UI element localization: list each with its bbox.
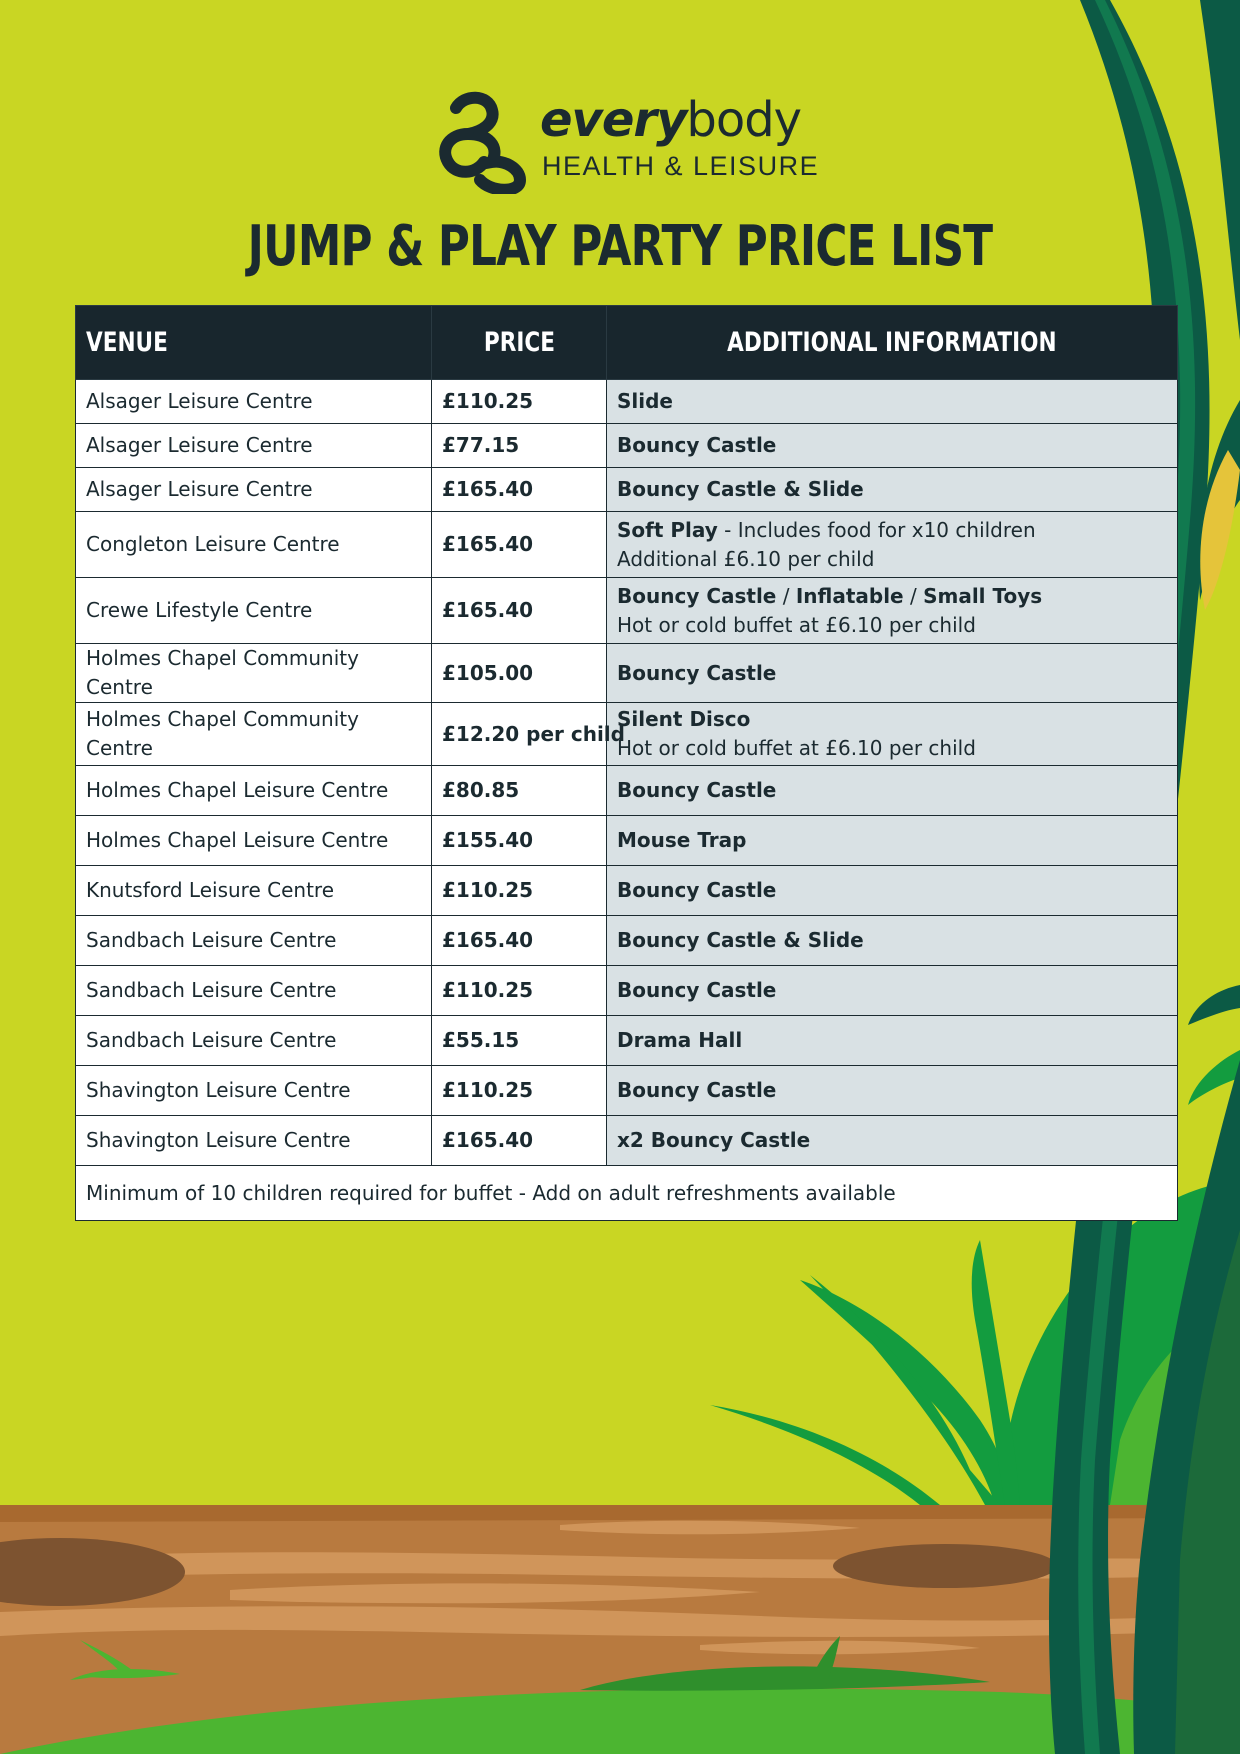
info-highlight: Soft Play: [617, 517, 718, 542]
additional-info-cell: [607, 816, 1178, 866]
additional-info-cell: [607, 703, 1178, 766]
additional-info-cell: [607, 512, 1178, 578]
price-cell: £12.20 per child: [432, 703, 607, 766]
logo-wordmark: [540, 90, 801, 150]
table-header-row: [76, 306, 1178, 380]
additional-info-cell: [607, 1066, 1178, 1116]
info-line: [617, 516, 1167, 545]
venue-cell: Sandbach Leisure Centre: [76, 916, 432, 966]
additional-info-cell: [607, 1016, 1178, 1066]
price-cell: £110.25: [432, 380, 607, 424]
info-highlight: Bouncy Castle: [617, 878, 777, 902]
table-row: [76, 916, 1178, 966]
info-text: Hot or cold buffet at £6.10 per child: [617, 736, 976, 760]
info-line: [617, 876, 1167, 905]
info-line: [617, 1076, 1167, 1105]
info-line: [617, 582, 1167, 611]
info-line: [617, 926, 1167, 955]
info-highlight: Bouncy Castle: [617, 978, 777, 1002]
price-cell: £165.40: [432, 468, 607, 512]
logo-word-light: body: [686, 92, 802, 148]
venue-cell: Holmes Chapel Community Centre: [76, 644, 432, 703]
additional-info-cell: [607, 866, 1178, 916]
everybody-logo-mark-icon: [436, 90, 536, 194]
info-highlight: Bouncy Castle: [617, 660, 777, 685]
info-line: [617, 776, 1167, 805]
table-row: [76, 1116, 1178, 1166]
info-text: Hot or cold buffet at £6.10 per child: [617, 612, 976, 637]
table-row: [76, 512, 1178, 578]
table-row: [76, 966, 1178, 1016]
venue-cell: Holmes Chapel Community Centre: [76, 703, 432, 766]
header-price: [432, 306, 607, 380]
logo-word-bold: every: [540, 92, 687, 148]
info-highlight: Bouncy Castle: [617, 1078, 777, 1102]
info-highlight: Mouse Trap: [617, 828, 747, 852]
table-row: [76, 1016, 1178, 1066]
info-highlight: Inflatable: [795, 583, 904, 608]
additional-info-cell: [607, 380, 1178, 424]
table-row: [76, 766, 1178, 816]
additional-info-cell: [607, 916, 1178, 966]
info-line: [617, 705, 1167, 734]
info-line: [617, 545, 1167, 574]
venue-cell: Knutsford Leisure Centre: [76, 866, 432, 916]
price-cell: £165.40: [432, 916, 607, 966]
price-cell: £110.25: [432, 966, 607, 1016]
buffet-footnote: Minimum of 10 children required for buffet - Add on adult refreshments available: [76, 1166, 1178, 1221]
info-line: [617, 1126, 1167, 1155]
venue-cell: Congleton Leisure Centre: [76, 512, 432, 578]
page-title: JUMP & PLAY PARTY PRICE LIST: [247, 214, 993, 279]
price-cell: £55.15: [432, 1016, 607, 1066]
header-additional-information: [607, 306, 1178, 380]
header-price-label: PRICE: [483, 327, 555, 358]
price-cell: £105.00: [432, 644, 607, 703]
price-cell: £110.25: [432, 866, 607, 916]
info-highlight: Silent Disco: [617, 707, 751, 731]
info-highlight: Slide: [617, 389, 673, 413]
info-highlight: Bouncy Castle & Slide: [617, 477, 864, 501]
info-line: [617, 387, 1167, 416]
info-line: [617, 1026, 1167, 1055]
info-line: [617, 826, 1167, 855]
table-row: [76, 866, 1178, 916]
info-line: [617, 611, 1167, 640]
table-row: [76, 424, 1178, 468]
venue-cell: Crewe Lifestyle Centre: [76, 578, 432, 644]
info-line: [617, 734, 1167, 763]
price-table-body: [76, 380, 1178, 1166]
price-cell: £110.25: [432, 1066, 607, 1116]
additional-info-cell: [607, 966, 1178, 1016]
venue-cell: Alsager Leisure Centre: [76, 468, 432, 512]
additional-info-cell: [607, 766, 1178, 816]
additional-info-cell: [607, 1116, 1178, 1166]
venue-cell: Shavington Leisure Centre: [76, 1066, 432, 1116]
price-cell: £165.40: [432, 512, 607, 578]
header-venue-label: VENUE: [86, 327, 168, 358]
info-text: /: [776, 583, 796, 608]
venue-cell: Sandbach Leisure Centre: [76, 966, 432, 1016]
info-highlight: Bouncy Castle: [617, 583, 777, 608]
table-row: [76, 578, 1178, 644]
additional-info-cell: [607, 578, 1178, 644]
footnote-row: [76, 1166, 1178, 1221]
info-text: /: [903, 583, 924, 608]
additional-info-cell: [607, 468, 1178, 512]
info-text: - Includes food for x10 children: [717, 517, 1036, 542]
additional-info-cell: [607, 424, 1178, 468]
info-highlight: Bouncy Castle: [617, 778, 777, 802]
info-highlight: Bouncy Castle & Slide: [617, 928, 864, 952]
header-info-label: ADDITIONAL INFORMATION: [727, 327, 1057, 358]
venue-cell: Shavington Leisure Centre: [76, 1116, 432, 1166]
price-cell: £165.40: [432, 578, 607, 644]
table-row: [76, 1066, 1178, 1116]
info-line: [617, 659, 1167, 688]
header-venue: [76, 306, 432, 380]
table-row: [76, 644, 1178, 703]
info-line: [617, 976, 1167, 1005]
info-text: Additional £6.10 per child: [617, 546, 875, 571]
info-highlight: Drama Hall: [617, 1028, 743, 1052]
price-cell: £80.85: [432, 766, 607, 816]
info-highlight: Small Toys: [923, 583, 1043, 608]
table-row: [76, 816, 1178, 866]
price-cell: £165.40: [432, 1116, 607, 1166]
venue-cell: Holmes Chapel Leisure Centre: [76, 816, 432, 866]
price-cell: £155.40: [432, 816, 607, 866]
venue-cell: Alsager Leisure Centre: [76, 424, 432, 468]
table-row: [76, 380, 1178, 424]
info-line: [617, 431, 1167, 460]
table-row: [76, 703, 1178, 766]
logo-subtitle: HEALTH & LEISURE: [542, 151, 820, 181]
info-highlight: x2 Bouncy Castle: [617, 1128, 811, 1152]
price-cell: £77.15: [432, 424, 607, 468]
venue-cell: Sandbach Leisure Centre: [76, 1016, 432, 1066]
venue-cell: Holmes Chapel Leisure Centre: [76, 766, 432, 816]
venue-cell: Alsager Leisure Centre: [76, 380, 432, 424]
price-table: [75, 305, 1178, 1221]
table-row: [76, 468, 1178, 512]
everybody-logo: [436, 90, 820, 194]
additional-info-cell: [607, 644, 1178, 703]
info-line: [617, 475, 1167, 504]
info-highlight: Bouncy Castle: [617, 433, 777, 457]
